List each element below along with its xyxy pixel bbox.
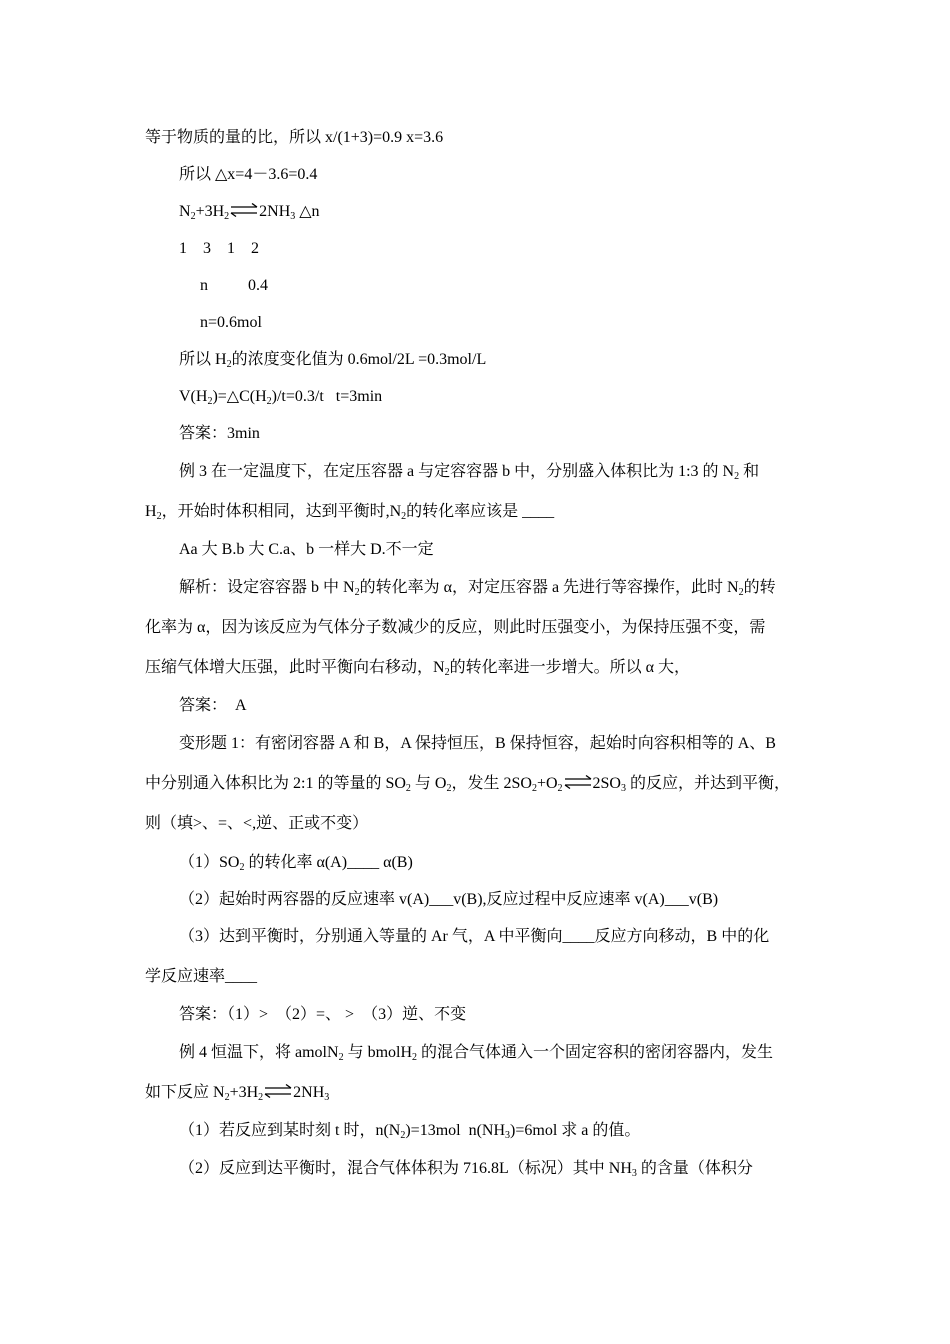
text-line-18: 中分别通入体积比为 2:1 的等量的 $SO_2$ 与 $O_2$，发生 $2SO_2+O_2$ $2SO_3$ 的反应，并达到平衡， — [145, 775, 790, 794]
text-line-25: 例 4 恒温下，将 amolN$_2$ 与 bmolH$_2$ 的混合气体通入一个固定容积的密闭容器内，发生 — [179, 1044, 774, 1063]
text-line-19: 则（填>、=、<,逆、正或不变） — [145, 815, 369, 832]
equation-line-3: $N_2+3H_2$ $2NH_3$ △n — [179, 203, 320, 222]
text-line-6: n=0.6mol — [200, 314, 262, 331]
text-line-2: 所以 △x=4－3.6=0.4 — [179, 166, 318, 183]
text-line-22: （3）达到平衡时，分别通入等量的 Ar 气，A 中平衡向____反应方向移动，B 中的化 — [179, 928, 770, 945]
text-line-1: 等于物质的量的比，所以 x/(1+3)=0.9 x=3.6 — [145, 129, 444, 146]
text-line-20: $(1)SO_2$ 的转化率 α(A)____ α(B) — [179, 854, 413, 873]
text-line-17: 变形题 1：有密闭容器 A 和 B，A 保持恒压，B 保持恒容，起始时向容积相等的 A、B — [179, 735, 776, 752]
equilibrium-arrow-icon — [264, 1084, 292, 1098]
text-line-12: Aa 大 B.b 大 C.a、b 一样大 D.不一定 — [179, 541, 434, 558]
text-line-10: 例 3 在一定温度下，在定压容器 a 与定容容器 b 中，分别盛入体积比为 1:3 的 $N_2$ 和 — [179, 463, 760, 482]
text-line-13: 解析：设定容容器 b 中 $N_2$的转化率为 α，对定压容器 a 先进行等容操作，此时 $N_2$的转 — [179, 579, 776, 598]
text-line-9: 答案：3min — [179, 425, 260, 442]
text-line-8: $V(H_2)=\triangle C(H_2)/t=0.3/t$ t=3min — [179, 388, 383, 407]
text-line-27: （1）若反应到某时刻 t 时，$n(N_2)=13mol$ $n(NH_3)=6mol$ 求 a 的值。 — [179, 1122, 641, 1141]
text-line-11: $H_2$，开始时体积相同，达到平衡时$,N_2$的转化率应该是 ____ — [145, 503, 555, 522]
text-line-16: 答案： A — [179, 697, 247, 714]
text-line-14: 化率为 α，因为该反应为气体分子数减少的反应，则此时压强变小，为保持压强不变，需 — [145, 619, 766, 636]
equilibrium-arrow-icon — [230, 203, 258, 217]
equilibrium-arrow-icon — [564, 775, 592, 789]
equation-line-26: 如下反应 $N_2+3H_2$ $2NH_3$ — [145, 1084, 330, 1103]
text-line-24: 答案：（1）> （2）=、 > （3）逆、不变 — [179, 1006, 467, 1023]
text-line-15: 压缩气体增大压强，此时平衡向右移动，$N_2$的转化率进一步增大。所以 α 大， — [145, 659, 690, 678]
text-line-4: 1 3 1 2 — [179, 240, 259, 257]
text-line-23: 学反应速率____ — [145, 968, 258, 985]
text-line-7: 所以 $H_2$的浓度变化值为 0.6mol/2L =0.3mol/L — [179, 351, 487, 370]
text-line-5: n 0.4 — [200, 277, 268, 294]
text-line-21: （2）起始时两容器的反应速率 v(A)___v(B),反应过程中反应速率 v(A)___v(B) — [179, 891, 719, 908]
text-line-28: （2）反应到达平衡时，混合气体体积为 716.8L（标况）其中 $NH_3$ 的含量（体积分 — [179, 1160, 753, 1179]
